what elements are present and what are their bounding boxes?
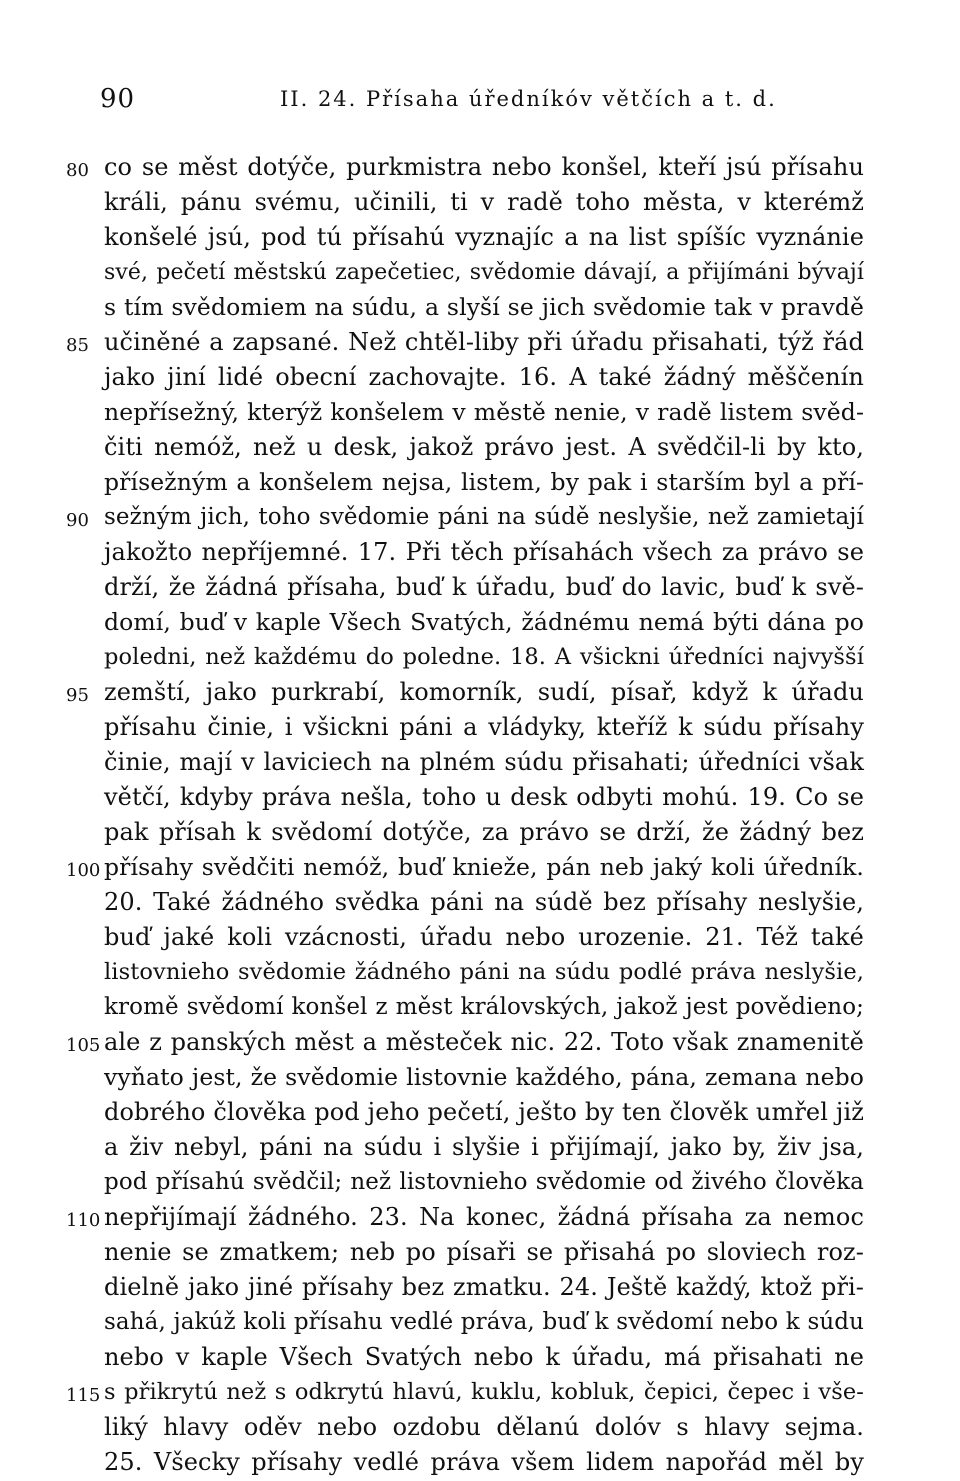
line-text: 25. Všecky přísahy vedlé práva všem lidem napořád měl by	[104, 1448, 864, 1476]
line-text: jako jiní lidé obecní zachovajte. 16. A také žádný měščenín	[104, 363, 864, 391]
text-line	[0, 745, 960, 780]
line-text: králi, pánu svému, učinili, ti v radě toho města, v kterémž	[104, 188, 864, 216]
text-line	[0, 920, 960, 955]
text-line	[0, 150, 960, 185]
text-line	[0, 1200, 960, 1235]
line-number: 100	[66, 860, 101, 881]
text-line	[0, 1410, 960, 1445]
text-line	[0, 360, 960, 395]
text-line	[0, 1375, 960, 1410]
text-line	[0, 885, 960, 920]
text-line	[0, 850, 960, 885]
text-line	[0, 535, 960, 570]
line-text: přísahy svědčiti nemóž, buď knieže, pán neb jaký koli úředník.	[104, 853, 864, 881]
text-line	[0, 220, 960, 255]
line-text: co se měst dotýče, purkmistra nebo konšel, kteří jsú přísahu	[104, 153, 864, 181]
text-line	[0, 290, 960, 325]
line-text: nepřísežný, kterýž konšelem v městě nenie, v radě listem svěd-	[104, 398, 864, 426]
line-text: své, pečetí městskú zapečetiec, svědomie dávají, a přijímáni bývají	[104, 260, 864, 285]
text-line	[0, 255, 960, 290]
line-number: 90	[66, 510, 89, 531]
line-text: a živ nebyl, páni na súdu i slyšie i přijímají, jako by, živ jsa,	[104, 1133, 864, 1161]
text-line	[0, 815, 960, 850]
line-text: poledni, než každému do poledne. 18. A všickni úředníci najvyšší	[104, 644, 864, 670]
line-text: s tím svědomiem na súdu, a slyší se jich svědomie tak v pravdě	[104, 293, 864, 321]
line-text: vyňato jest, že svědomie listovnie každého, pána, zemana nebo	[104, 1063, 864, 1091]
line-number: 80	[66, 160, 89, 181]
line-text: ale z panských měst a městeček nic. 22. Toto však znamenitě	[104, 1028, 864, 1056]
running-title: II. 24. Přísaha úředníkóv větčích a t. d.	[280, 87, 777, 111]
text-line	[0, 640, 960, 675]
text-line	[0, 1270, 960, 1305]
line-text: čiti nemóž, než u desk, jakož právo jest. A svědčil-li by kto,	[104, 433, 864, 461]
text-line	[0, 395, 960, 430]
text-body	[0, 150, 960, 1480]
text-line	[0, 1340, 960, 1375]
line-text: nebo v kaple Všech Svatých nebo k úřadu, má přisahati ne	[104, 1343, 864, 1371]
line-text: kromě svědomí konšel z měst královských, jakož jest povědieno;	[104, 994, 864, 1020]
line-number: 85	[66, 335, 89, 356]
line-number: 95	[66, 685, 89, 706]
line-number: 115	[66, 1385, 101, 1406]
text-line	[0, 710, 960, 745]
text-line	[0, 605, 960, 640]
line-text: větčí, kdyby práva nešla, toho u desk odbyti mohú. 19. Co se	[104, 783, 864, 811]
text-line	[0, 1445, 960, 1480]
line-text: sežným jich, toho svědomie páni na súdě neslyšie, než zamietají	[104, 504, 864, 530]
text-line	[0, 1060, 960, 1095]
line-text: dobrého člověka pod jeho pečetí, ješto by ten člověk umřel již	[104, 1098, 864, 1126]
text-line	[0, 570, 960, 605]
line-text: přísežným a konšelem nejsa, listem, by pak i starším byl a pří-	[104, 468, 864, 496]
line-text: zemští, jako purkrabí, komorník, sudí, písař, když k úřadu	[104, 678, 864, 706]
line-text: pod přísahú svědčil; než listovnieho svědomie od živého člověka	[104, 1169, 864, 1195]
text-line	[0, 325, 960, 360]
text-line	[0, 185, 960, 220]
text-line	[0, 780, 960, 815]
line-text: nenie se zmatkem; neb po písaři se přisahá po sloviech roz-	[104, 1238, 864, 1266]
line-text: konšelé jsú, pod tú přísahú vyznajíc a na list spíšíc vyznánie	[104, 223, 864, 251]
line-text: drží, že žádná přísaha, buď k úřadu, buď do lavic, buď k svě-	[104, 573, 864, 601]
text-line	[0, 1235, 960, 1270]
line-text: liký hlavy oděv nebo ozdobu dělanú dolóv s hlavy sejma.	[104, 1413, 864, 1441]
line-text: učiněné a zapsané. Než chtěl-liby při úřadu přisahati, týž řád	[104, 328, 864, 356]
text-line	[0, 1165, 960, 1200]
line-text: jakožto nepříjemné. 17. Při těch přísahách všech za právo se	[104, 538, 864, 566]
text-line	[0, 1305, 960, 1340]
text-line	[0, 955, 960, 990]
line-text: dielně jako jiné přísahy bez zmatku. 24. Ještě každý, ktož při-	[104, 1273, 864, 1301]
line-text: nepřijímají žádného. 23. Na konec, žádná přísaha za nemoc	[104, 1203, 864, 1231]
line-text: listovnieho svědomie žádného páni na súdu podlé práva neslyšie,	[104, 959, 864, 985]
line-text: sahá, jakúž koli přísahu vedlé práva, buď k svědomí nebo k súdu	[104, 1309, 864, 1335]
line-text: 20. Také žádného svědka páni na súdě bez přísahy neslyšie,	[104, 888, 864, 916]
text-line	[0, 1095, 960, 1130]
text-line	[0, 500, 960, 535]
text-line	[0, 465, 960, 500]
running-head	[100, 84, 860, 118]
text-line	[0, 675, 960, 710]
line-text: s přikrytú než s odkrytú hlavú, kuklu, kobluk, čepici, čepec i vše-	[104, 1379, 864, 1405]
page-number: 90	[100, 84, 136, 114]
line-number: 105	[66, 1035, 101, 1056]
text-line	[0, 430, 960, 465]
line-text: pak přísah k svědomí dotýče, za právo se drží, že žádný bez	[104, 818, 864, 846]
text-line	[0, 1025, 960, 1060]
line-text: přísahu činie, i všickni páni a vládyky, kteříž k súdu přísahy	[104, 713, 864, 741]
line-text: domí, buď v kaple Všech Svatých, žádnému nemá býti dána po	[104, 608, 864, 636]
text-line	[0, 990, 960, 1025]
line-text: činie, mají v laviciech na plném súdu přisahati; úředníci však	[104, 748, 864, 776]
line-number: 110	[66, 1210, 101, 1231]
line-text: buď jaké koli vzácnosti, úřadu nebo urozenie. 21. Též také	[104, 923, 864, 951]
text-line	[0, 1130, 960, 1165]
